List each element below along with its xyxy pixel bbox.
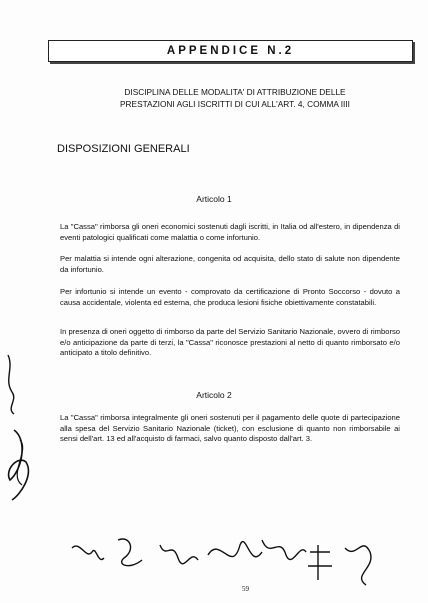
article-2-title: Articolo 2 [196,390,232,400]
article-1-paragraph-3: Per infortunio si intende un evento - comprovato da certificazione di Pronto Soccorso - dovuto a causa accidentale, violenta ed esterna, che produca lesioni fisiche obiettivamente constatabili. [60,287,400,307]
article-1-paragraph-1: La "Cassa" rimborsa gli oneri economici sostenuti dagli iscritti, in Italia od all'estero, in dipendenza di eventi patologici qualificati come malattia o come infortunio. [60,222,400,242]
article-1-paragraph-4: In presenza di oneri oggetto di rimborso da parte del Servizio Sanitario Nazionale, ovvero di rimborso e/o anticipazione da parte di terzi, la "Cassa" riconosce prestazioni al netto di quanto rimborsato e/o anticipato a titolo definitivo. [60,327,400,357]
article-2-paragraph-1: La "Cassa" rimborsa integralmente gli oneri sostenuti per il pagamento delle quote di partecipazione alla spesa del Servizio Sanitario Nazionale (ticket), con esclusione di quanto non rimborsabile ai sensi dell'art. 13 ed all'acquisto di farmaci, salvo quanto disposto dall'art. 3. [60,413,400,443]
subtitle-line-2: PRESTAZIONI AGLI ISCRITTI DI CUI ALL'ART. 4, COMMA IIII [120,98,350,109]
article-1-title: Articolo 1 [196,194,232,204]
page-number: 59 [242,585,249,593]
appendix-title: APPENDICE N.2 [166,45,295,57]
article-1-paragraph-2: Per malattia si intende ogni alterazione, congenita od acquisita, dello stato di salute non dipendente da infortunio. [60,254,400,274]
section-title: DISPOSIZIONI GENERALI [57,143,190,155]
subtitle-line-1: DISCIPLINA DELLE MODALITA' DI ATTRIBUZIONE DELLE [124,87,346,97]
